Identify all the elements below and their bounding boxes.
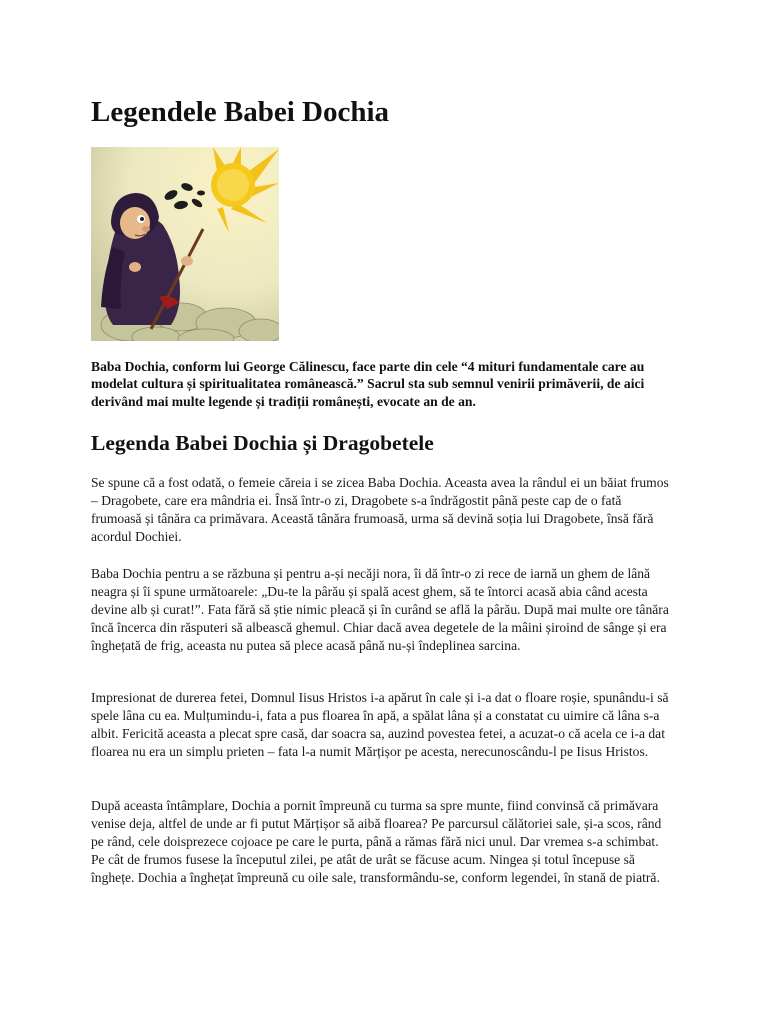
body-paragraph: Baba Dochia pentru a se răzbuna și pentru a-și necăji nora, îi dă într-o zi rece de iarnă un ghem de lână neagra și îi spune următoarele: „Du-te la pârău și spală acest ghem, să te întorci acasă abia când acesta devine alb și curat!”. Fata fără să știe nimic pleacă și în curând se află la pârău. După mai multe ore tânăra încă încerca din răsputeri să albească ghemul. Chiar dacă avea degetele de la mâini șiroind de sânge și era înghețată de frig, aceasta nu putea să plece acasă până nu-și îndeplinea sarcina.: [91, 566, 669, 653]
body-paragraph: Impresionat de durerea fetei, Domnul Iisus Hristos i-a apărut în cale și i-a dat o floare roșie, spunându-i să spele lâna cu ea. Mulțumindu-i, fata a pus floarea în apă, a spălat lâna și a constatat cu uimire că lâna s-a albit. Fericită aceasta a plecat spre casă, dar soacra sa, auzind povestea fetei, a acuzat-o că acela ce i-a dat floarea nu era un simplu prieten – fata l-a numit Mărțișor pe acesta, nerecunoscându-l pe Iisus Hristos.: [91, 690, 669, 759]
body-paragraph: După aceasta întâmplare, Dochia a pornit împreună cu turma sa spre munte, fiind convinsă că primăvara venise deja, altfel de unde ar fi putut Mărțișor să aibă floarea? Pe parcursul călătoriei sale, și-a scos, rând pe rând, cele doisprezece cojoace pe care le purta, până a rămas fără nici unul. Dar vremea s-a schimbat. Pe cât de frumos fusese la începutul zilei, pe atât de urât se făcuse acum. Ningea și totul începuse să înghețe. Dochia a înghețat împreună cu oile sale, transformându-se, conform legendei, în stană de piatră.: [91, 798, 662, 885]
illustration-svg: [91, 147, 279, 341]
section-heading: Legenda Babei Dochia și Dragobetele: [91, 431, 434, 455]
page-title: Legendele Babei Dochia: [91, 96, 390, 128]
illustration-baba-dochia: [91, 147, 279, 341]
intro-paragraph: Baba Dochia, conform lui George Călinescu, face parte din cele “4 mituri fundamentale care au modelat cultura și spiritualitatea românească.” Sacrul sta sub semnul venirii primăverii, de aici derivând mai multe legende și tradiții românești, evocate an de an.: [91, 359, 645, 409]
body-paragraph: Se spune că a fost odată, o femeie căreia i se zicea Baba Dochia. Aceasta avea la rândul ei un băiat frumos – Dragobete, care era mândria ei. Însă într-o zi, Dragobete s-a îndrăgostit până peste cap de o fată frumoasă și tânăra ca primăvara. Această tânăra frumoasă, urma să devină soția lui Dragobete, însă fără acordul Dochiei.: [91, 475, 669, 544]
